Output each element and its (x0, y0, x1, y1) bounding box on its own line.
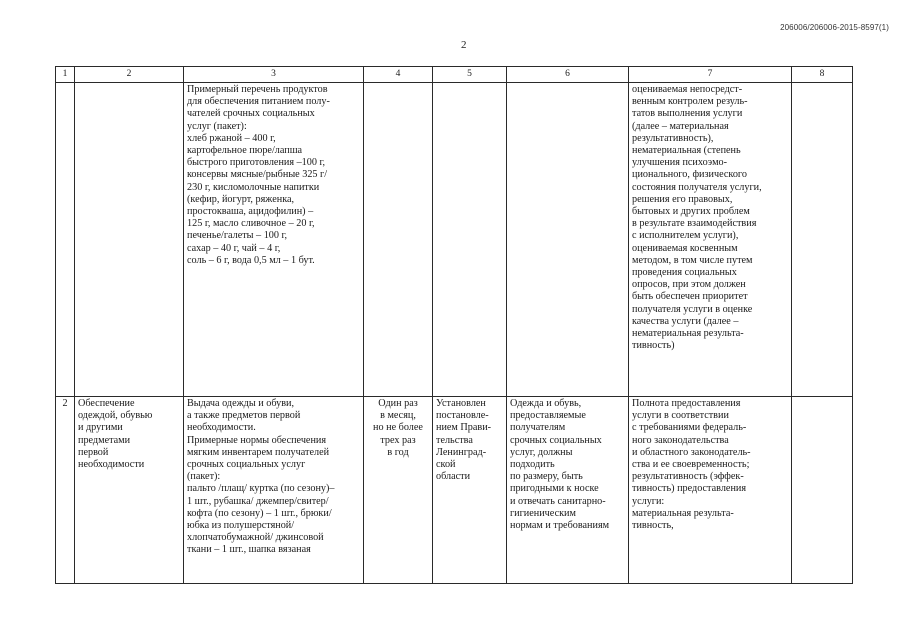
page-number: 2 (461, 39, 467, 51)
col-header: 4 (364, 67, 433, 83)
quality-indicators-cell: оцениваемая непосредст- венным контролем резуль- татов выполнения услуги (далее – материальная результативность), нематериальная (степень улучшения психоэмо- ционального, физического состояния получателя услуги, решения его правовых, бытовых и других проблем в результате взаимодействия с исполнителем услуги), оцениваемая косвенным методом, в том числе путем проведения социальных опросов, при этом должен быть обеспечен приоритет получателя услуги в оценке качества услуги (далее – нематериальная результа- тивность) (629, 83, 792, 397)
row-number-cell: 2 (56, 397, 75, 584)
tariff-cell (433, 83, 507, 397)
row-number-cell (56, 83, 75, 397)
col-header: 8 (792, 67, 853, 83)
notes-cell (792, 397, 853, 584)
service-description-cell: Выдача одежды и обуви, а также предметов первой необходимости. Примерные нормы обеспечения мягким инвентарем получателей срочных социальных услуг (пакет): пальто /плащ/ куртка (по сезону)– 1 шт., рубашка/ джемпер/свитер/ кофта (по сезону) – 1 шт., брюки/ юбка из полушерстяной/ хлопчатобумажной/ джинсовой ткани – 1 шт., шапка вязаная (184, 397, 364, 584)
frequency-cell (364, 83, 433, 397)
col-header: 5 (433, 67, 507, 83)
frequency-cell: Один раз в месяц, но не более трех раз в год (364, 397, 433, 584)
col-header: 6 (507, 67, 629, 83)
service-name-cell (75, 83, 184, 397)
col-header: 1 (56, 67, 75, 83)
tariff-cell: Установлен постановле- нием Прави- тельства Ленинград- ской области (433, 397, 507, 584)
notes-cell (792, 83, 853, 397)
table-row (56, 397, 853, 584)
conditions-cell (507, 83, 629, 397)
table-row (56, 83, 853, 397)
document-id: 206006/206006-2015-8597(1) (780, 23, 889, 32)
service-description-cell: Примерный перечень продуктов для обеспечения питанием полу- чателей срочных социальных услуг (пакет): хлеб ржаной – 400 г, картофельное пюре/лапша быстрого приготовления –100 г, консервы мясные/рыбные 325 г/ 230 г, кисломолочные напитки (кефир, йогурт, ряженка, простокваша, ацидофилин) – 125 г, масло сливочное – 20 г, печенье/галеты – 100 г, сахар – 40 г, чай – 4 г, соль – 6 г, вода 0,5 мл – 1 бут. (184, 83, 364, 397)
col-header: 7 (629, 67, 792, 83)
quality-indicators-cell: Полнота предоставления услуги в соответствии с требованиями федераль- ного законодательства и областного законодатель- ства и ее своевременность; результативность (эффек- тивность) предоставления услуги: материальная результа- тивность, (629, 397, 792, 584)
col-header: 3 (184, 67, 364, 83)
conditions-cell: Одежда и обувь, предоставляемые получателям срочных социальных услуг, должны подходить по размеру, быть пригодными к носке и отвечать санитарно- гигиеническим нормам и требованиям (507, 397, 629, 584)
services-table (55, 66, 853, 584)
service-name-cell: Обеспечение одеждой, обувью и другими предметами первой необходимости (75, 397, 184, 584)
col-header: 2 (75, 67, 184, 83)
column-number-row (56, 67, 853, 83)
